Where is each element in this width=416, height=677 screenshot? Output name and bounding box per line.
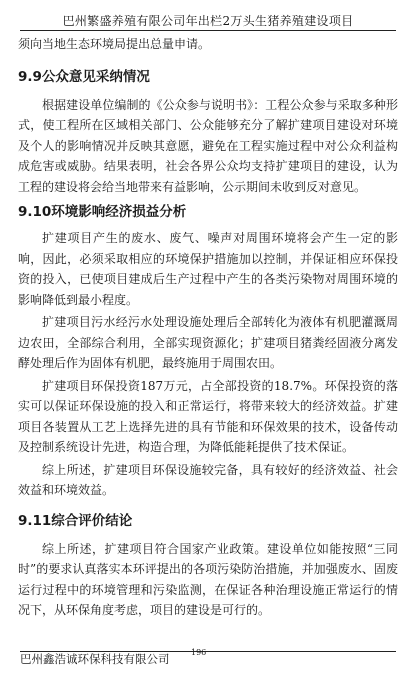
intro-line: 须向当地生态环境局提出总量申请。: [18, 37, 211, 51]
section-heading-public-opinion: 9.9公众意见采纳情况: [18, 68, 150, 85]
paragraph: 综上所述，扩建项目环保设施较完备，具有较好的经济效益、社会效益和环境效益。: [18, 462, 398, 497]
paragraph: 综上所述，扩建项目符合国家产业政策。建设单位如能按照“三同时”的要求认真落实本环评提出的各项污染防治措施，并加强废水、固废运行过程中的环境管理和污染监测，在保证各种治理设施正常运行的情况下，从环保角度考虑，项目的建设是可行的。: [18, 541, 398, 617]
page-number: 196: [191, 648, 207, 657]
paragraph: 根据建设单位编制的《公众参与说明书》：工程公众参与采取多种形式，使工程所在区域相关部门、公众能够充分了解扩建项目建设对环境及个人的影响情况并反映其意愿，避免在工程实施过程中对公众利益构成危害或威胁。结果表明，社会各界公众均支持扩建项目的建设，认为工程的建设将会给当地带来有益影响，公示期间未收到反对意见。: [18, 97, 398, 194]
paragraph: 扩建项目污水经污水处理设施处理后全部转化为液体有机肥灌溉周边农田，全部综合利用，全部实现资源化；扩建项目猪粪经固液分离发酵处理后作为固体有机肥，最终施用于周围农田。: [18, 315, 398, 370]
header-divider: [20, 30, 396, 31]
section-heading-economic-analysis: 9.10环境影响经济损益分析: [18, 204, 187, 220]
page-body: [18, 34, 398, 621]
paragraph: 扩建项目产生的废水、废气、噪声对周围环境将会产生一定的影响，因此，必须采取相应的环境保护措施加以控制，并保证相应环保投资的投入，已使项目建成后生产过程中产生的各类污染物对周围环境的影响降低到最小程度。: [18, 231, 398, 307]
page-header-title: 巴州繁盛养殖有限公司年出栏2万头生猪养殖建设项目: [62, 14, 354, 28]
paragraph: 扩建项目环保投资187万元，占全部投资的18.7%。环保投资的落实可以保证环保设施的投入和正常运行，将带来较大的经济效益。扩建项目各装置从工艺上选择先进的具有节能和环保效果的技术，设备传动及控制系统设计先进，构造合理，为降低能耗提供了技术保证。: [18, 378, 398, 454]
footer-company: 巴州鑫浩诚环保科技有限公司: [20, 652, 170, 666]
section-heading-conclusion: 9.11综合评价结论: [18, 512, 133, 529]
